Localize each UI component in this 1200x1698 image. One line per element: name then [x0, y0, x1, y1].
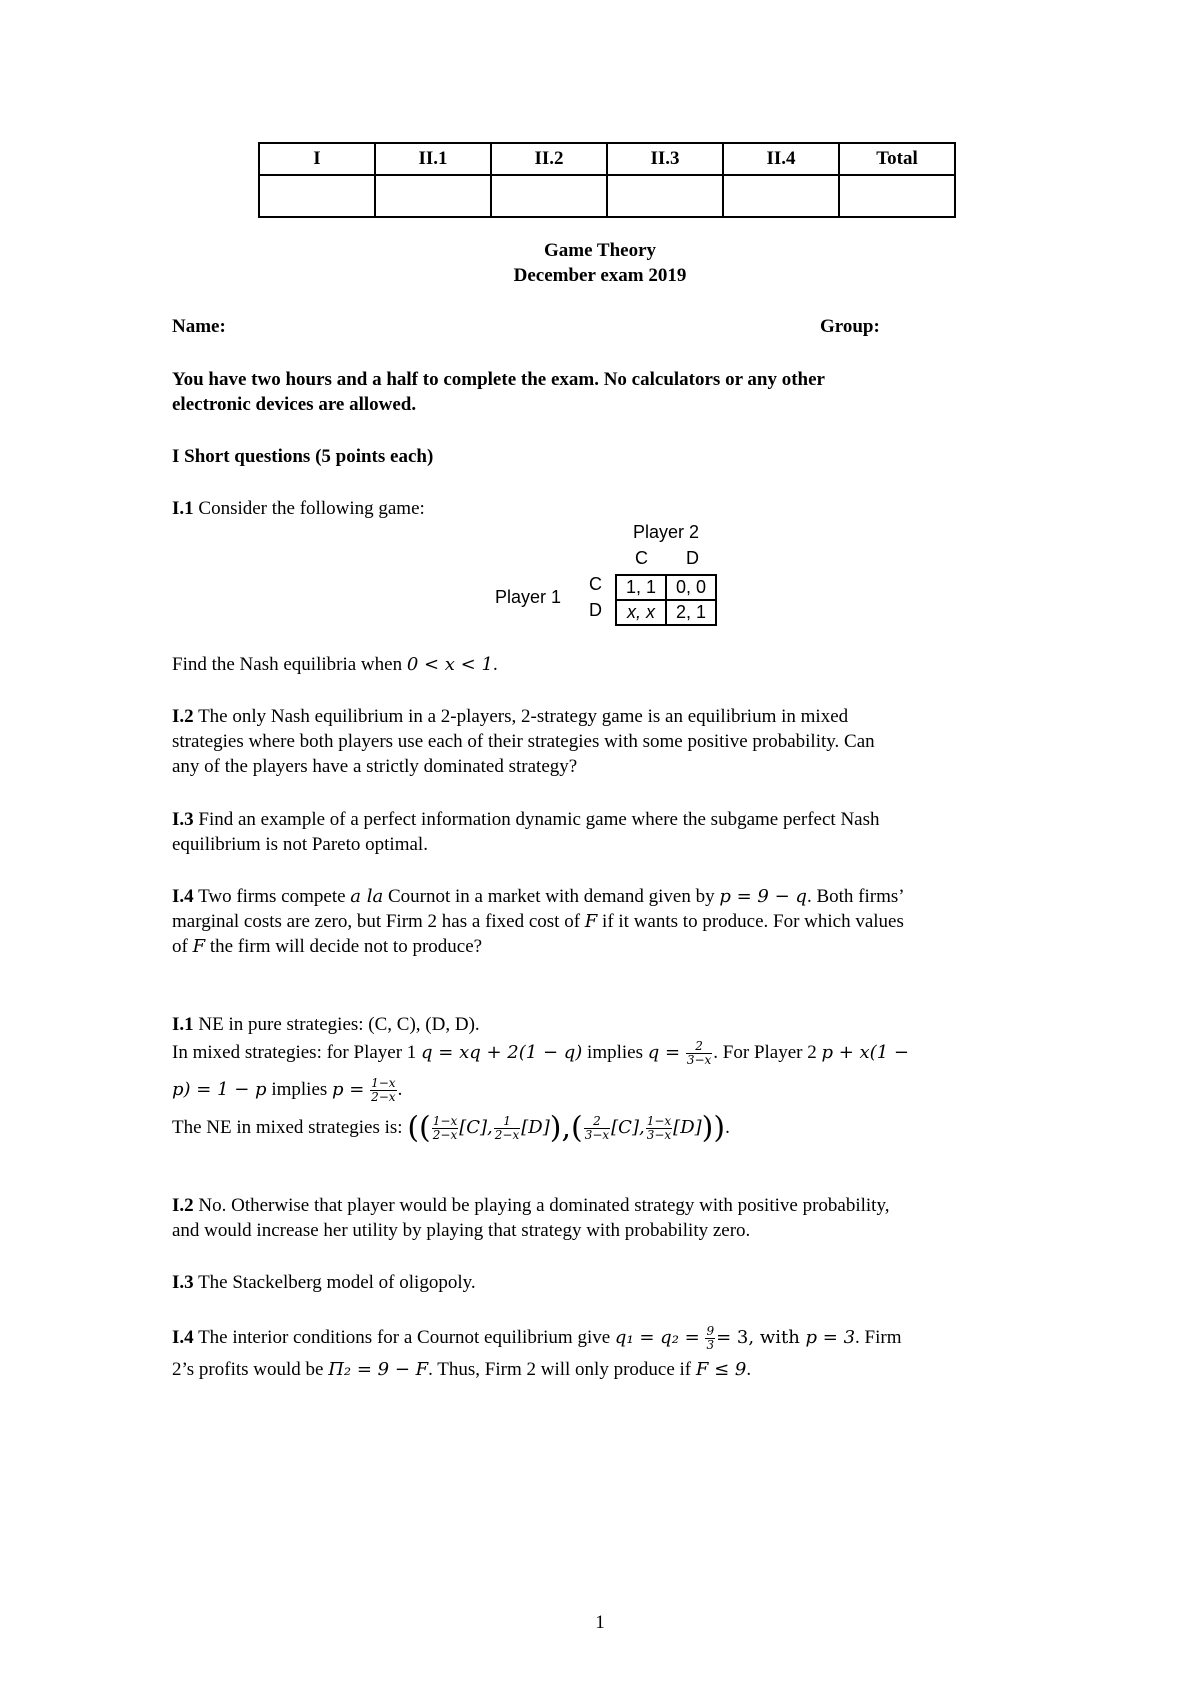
fraction: $\frac{1-x}{2-x}$: [371, 1076, 396, 1105]
answer-4-line1: I.4 The interior conditions for a Cournot equilibrium give q₁ = q₂ = $\frac{9}{3}$ = 3, with p = 3. Firm: [172, 1324, 902, 1353]
answer-4-line2: 2’s profits would be Π₂ = 9 − F. Thus, Firm 2 will only produce if F ≤ 9.: [172, 1359, 752, 1380]
question-4-line3: of F the firm will decide not to produce?: [172, 936, 483, 957]
name-label: Name:: [172, 316, 226, 337]
exam-subtitle: December exam 2019: [513, 265, 687, 286]
game-player2-label: Player 2: [633, 522, 700, 542]
question-3-line2: equilibrium is not Pareto optimal.: [172, 834, 428, 855]
score-header-ii1: II.1: [375, 143, 491, 175]
fraction: $\frac{9}{3}$: [706, 1324, 715, 1353]
exam-title: Game Theory: [543, 240, 657, 261]
score-cell: [839, 175, 955, 217]
payoff-cell-cc: 1, 1: [616, 575, 666, 600]
payoff-cell-cd: 0, 0: [666, 575, 716, 600]
instructions-line1: You have two hours and a half to complete the exam. No calculators or any other: [172, 369, 825, 390]
score-cell: [375, 175, 491, 217]
question-1-intro: I.1 Consider the following game:: [172, 498, 425, 519]
answer-2-line1: I.2 No. Otherwise that player would be playing a dominated strategy with positive probability,: [172, 1195, 890, 1216]
answer-1-line4: The NE in mixed strategies is: (( $\frac{1-x}{2-x}$ [C], $\frac{1}{2-x}$ [D]),( $\frac{2}{3-x}$ [C], $\frac{1-x}{3-x}$ [D])).: [172, 1110, 730, 1146]
fraction: $\frac{1-x}{3-x}$: [646, 1114, 672, 1143]
question-label: I.3: [172, 809, 194, 830]
score-header-total: Total: [839, 143, 955, 175]
game-player1-label: Player 1: [495, 587, 562, 607]
score-cell: [607, 175, 723, 217]
answer-label: I.2: [172, 1195, 194, 1216]
instructions-line2: electronic devices are allowed.: [172, 394, 417, 415]
question-2-line1: I.2 The only Nash equilibrium in a 2-players, 2-strategy game is an equilibrium in mixed: [172, 706, 849, 727]
question-2-line2: strategies where both players use each of their strategies with some positive probability. Can: [172, 731, 875, 752]
page-number: 1: [595, 1612, 605, 1633]
answer-1-line1: I.1 NE in pure strategies: (C, C), (D, D).: [172, 1014, 480, 1035]
answer-2-line2: and would increase her utility by playing that strategy with probability zero.: [172, 1220, 751, 1241]
score-header-ii4: II.4: [723, 143, 839, 175]
payoff-cell-dd: 2, 1: [666, 600, 716, 625]
question-label: I.4: [172, 886, 194, 907]
score-header-i: I: [259, 143, 375, 175]
score-table: [258, 142, 956, 218]
fraction: $\frac{2}{3-x}$: [584, 1114, 610, 1143]
game-col-d: D: [686, 548, 699, 568]
question-label: I.2: [172, 706, 194, 727]
answer-label: I.3: [172, 1272, 194, 1293]
question-2-line3: any of the players have a strictly dominated strategy?: [172, 756, 578, 777]
answer-label: I.1: [172, 1014, 194, 1035]
fraction: $\frac{1}{2-x}$: [494, 1114, 520, 1143]
fraction: $\frac{1-x}{2-x}$: [432, 1114, 458, 1143]
question-4-line2: marginal costs are zero, but Firm 2 has a fixed cost of F if it wants to produce. For which values: [172, 911, 904, 932]
answer-label: I.4: [172, 1327, 194, 1348]
score-header-ii2: II.2: [491, 143, 607, 175]
score-cell: [723, 175, 839, 217]
question-3-line1: I.3 Find an example of a perfect information dynamic game where the subgame perfect Nash: [172, 809, 880, 830]
payoff-matrix: [615, 574, 717, 626]
fraction: $\frac{2}{3-x}$: [686, 1039, 712, 1068]
game-row-d: D: [589, 600, 602, 620]
score-cell: [491, 175, 607, 217]
payoff-cell-dc: x, x: [616, 600, 666, 625]
score-header-ii3: II.3: [607, 143, 723, 175]
section-heading: I Short questions (5 points each): [172, 446, 434, 467]
question-1-find: Find the Nash equilibria when 0 < x < 1.: [172, 654, 498, 675]
score-cell: [259, 175, 375, 217]
group-label: Group:: [820, 316, 880, 337]
answer-1-line3: p) = 1 − p implies p = $\frac{1-x}{2-x}$ .: [172, 1076, 403, 1105]
game-row-c: C: [589, 574, 602, 594]
game-col-c: C: [635, 548, 648, 568]
question-label: I.1: [172, 498, 194, 519]
answer-1-line2: In mixed strategies: for Player 1 q = xq + 2(1 − q) implies q = $\frac{2}{3-x}$ . For Player 2 p + x(1 −: [172, 1039, 909, 1068]
answer-3-line1: I.3 The Stackelberg model of oligopoly.: [172, 1272, 476, 1293]
question-4-line1: I.4 Two firms compete a la Cournot in a market with demand given by p = 9 − q. Both firms’: [172, 886, 905, 907]
